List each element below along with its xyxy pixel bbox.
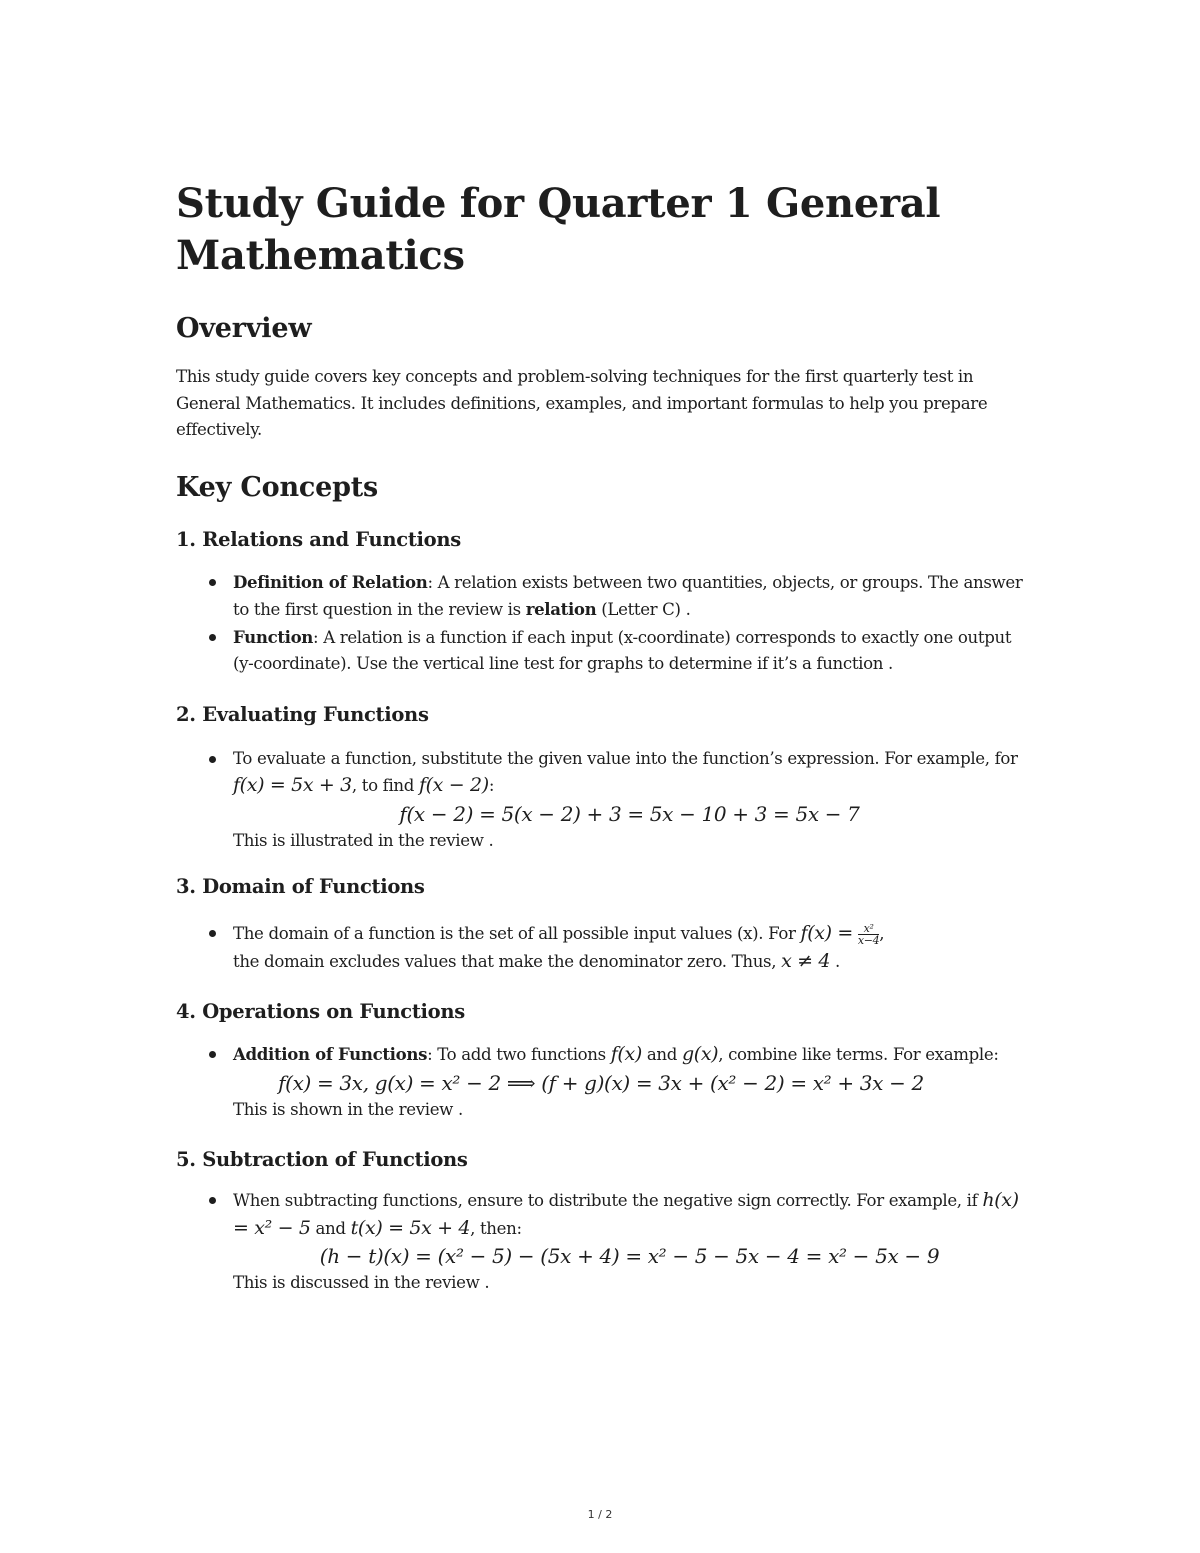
- relation-term: Definition of Relation: [233, 571, 428, 592]
- list-item: [233, 569, 1026, 624]
- section-1-heading: 1. Relations and Functions: [176, 527, 461, 551]
- section-4-list: [176, 1041, 1026, 1123]
- addition-after-text: This is shown in the review .: [233, 1099, 463, 1119]
- domain-fraction: [858, 923, 879, 946]
- domain-text-a: The domain of a function is the set of all possible input values (x). For: [233, 924, 801, 943]
- function-term: Function: [233, 626, 314, 647]
- document-page: [176, 178, 1026, 1297]
- list-item: [233, 1041, 1026, 1123]
- eval-text-c: :: [488, 776, 495, 795]
- list-item: [233, 920, 1026, 975]
- section-5-list: [176, 1187, 1026, 1297]
- addition-text-a: : To add two functions: [427, 1045, 611, 1064]
- list-item: [233, 746, 1026, 855]
- fraction-numerator: x²: [858, 923, 879, 935]
- page-number: 1 / 2: [587, 1508, 613, 1521]
- subtraction-math-a: h(x) = x² − 5: [233, 1189, 1019, 1239]
- eval-text-b: , to find: [351, 776, 419, 795]
- addition-text-b: and: [641, 1045, 682, 1064]
- subtraction-math-b: t(x) = 5x + 4: [350, 1216, 471, 1239]
- function-text: : A relation is a function if each input (x-coordinate) corresponds to exactly one output (y-coordinate). Use the vertical line test for graphs to determine if it’s a function .: [233, 627, 1012, 673]
- domain-math-a: f(x) =: [800, 922, 853, 944]
- eval-display-equation: f(x − 2) = 5(x − 2) + 3 = 5x − 10 + 3 = 5x − 7: [399, 801, 860, 826]
- subtraction-after-text: This is discussed in the review .: [233, 1273, 490, 1292]
- subtraction-text-a: When subtracting functions, ensure to distribute the negative sign correctly. For example, if: [233, 1191, 983, 1210]
- subtraction-text-c: , then:: [470, 1218, 522, 1238]
- subtraction-display-equation: (h − t)(x) = (x² − 5) − (5x + 4) = x² − 5 − 5x − 4 = x² − 5x − 9: [319, 1244, 940, 1268]
- relation-text: : A relation exists between two quantities, objects, or groups. The answer to the first question in the review is: [233, 572, 1023, 619]
- section-3-list: [176, 920, 1026, 975]
- section-2-list: [176, 746, 1026, 855]
- fraction-denominator: x−4: [857, 934, 880, 947]
- document-title: Study Guide for Quarter 1 General Mathematics: [176, 180, 941, 279]
- domain-text-b: ,: [879, 924, 885, 943]
- addition-math-a: f(x): [610, 1043, 642, 1065]
- key-concepts-heading: Key Concepts: [176, 471, 379, 503]
- eval-after-text: This is illustrated in the review .: [233, 830, 494, 850]
- list-item: [233, 1187, 1026, 1297]
- overview-text: This study guide covers key concepts and problem-solving techniques for the first quarterly test in General Mathematics. It includes definitions, examples, and important formulas to help you prepare effectively.: [176, 367, 988, 439]
- domain-math-b: x ≠ 4: [781, 949, 831, 972]
- overview-heading: Overview: [176, 313, 312, 344]
- addition-math-b: g(x): [681, 1043, 719, 1065]
- section-3-heading: 3. Domain of Functions: [176, 875, 425, 898]
- section-4-heading: 4. Operations on Functions: [176, 1000, 465, 1023]
- section-5-heading: 5. Subtraction of Functions: [176, 1148, 468, 1171]
- section-2-heading: 2. Evaluating Functions: [176, 702, 429, 726]
- relation-answer: relation: [525, 599, 597, 619]
- eval-math-a: f(x) = 5x + 3: [233, 774, 352, 796]
- section-1-list: [176, 569, 1026, 678]
- domain-text-d: .: [830, 951, 840, 971]
- addition-display-equation: f(x) = 3x, g(x) = x² − 2 ⟹ (f + g)(x) = 3x + (x² − 2) = x² + 3x − 2: [278, 1070, 924, 1095]
- list-item: [233, 624, 1026, 678]
- relation-end: (Letter C) .: [596, 600, 691, 619]
- eval-text-a: To evaluate a function, substitute the given value into the function’s expression. For example, for: [233, 748, 1018, 768]
- domain-text-c: the domain excludes values that make the denominator zero. Thus,: [233, 951, 782, 971]
- subtraction-text-b: and: [310, 1218, 351, 1238]
- addition-term: Addition of Functions: [233, 1044, 428, 1064]
- addition-text-c: , combine like terms. For example:: [718, 1045, 999, 1064]
- eval-math-b: f(x − 2): [418, 774, 489, 796]
